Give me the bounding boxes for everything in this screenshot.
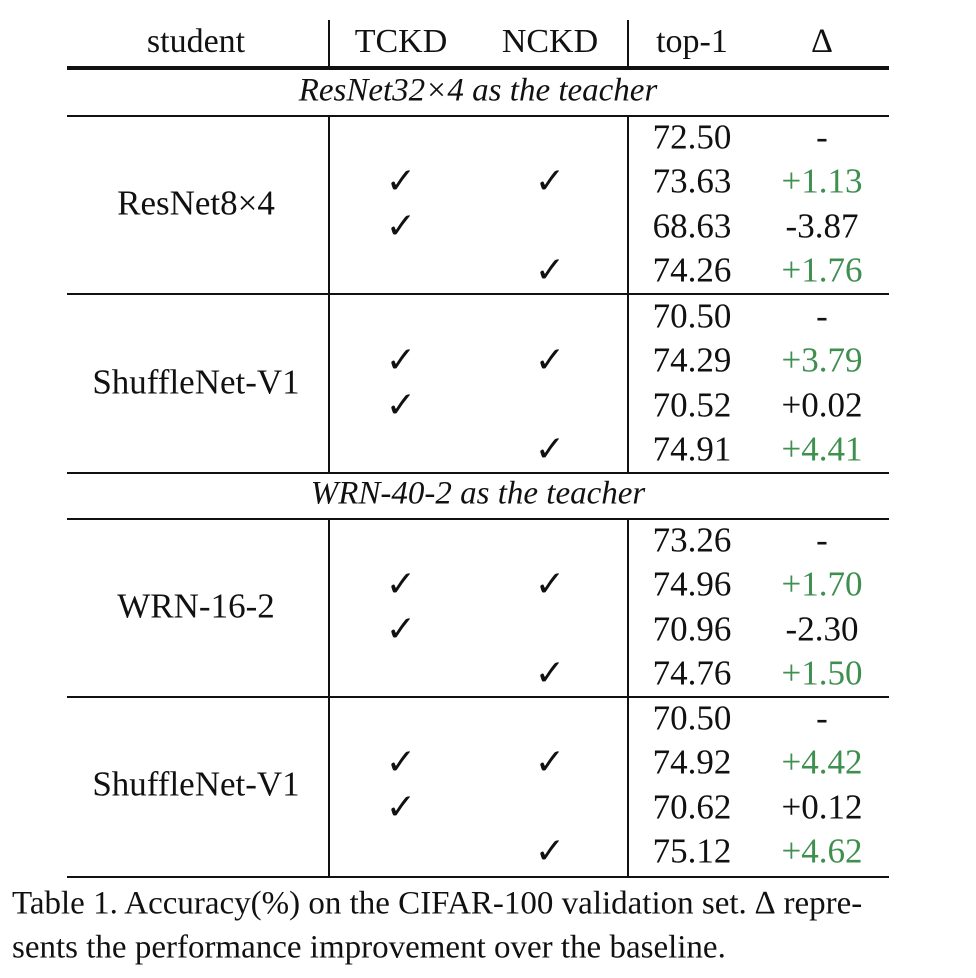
student-name: ShuffleNet-V1 xyxy=(92,362,300,402)
delta-cell: - xyxy=(816,296,828,336)
delta-cell: -2.30 xyxy=(785,609,859,649)
column-header-student: student xyxy=(146,23,246,60)
student-name: ResNet8×4 xyxy=(117,183,275,223)
tckd-checkmark: ✓ xyxy=(385,786,417,827)
column-divider xyxy=(627,293,629,472)
nckd-checkmark: ✓ xyxy=(534,652,566,693)
delta-cell: +1.13 xyxy=(781,161,863,201)
tckd-checkmark: ✓ xyxy=(385,205,417,246)
table-caption-line1: Table 1. Accuracy(%) on the CIFAR-100 validation set. ∆ repre- xyxy=(12,885,863,922)
top1-accuracy-cell: 68.63 xyxy=(652,206,732,246)
top1-accuracy-cell: 70.96 xyxy=(652,609,732,649)
top1-accuracy-cell: 70.52 xyxy=(652,385,732,425)
section-rule xyxy=(67,518,889,520)
column-header-tckd: TCKD xyxy=(354,23,448,60)
nckd-checkmark: ✓ xyxy=(534,830,566,871)
column-divider xyxy=(328,115,330,293)
nckd-checkmark: ✓ xyxy=(534,742,566,783)
tckd-checkmark: ✓ xyxy=(385,742,417,783)
delta-cell: +1.70 xyxy=(781,564,863,604)
nckd-checkmark: ✓ xyxy=(534,249,566,290)
delta-cell: +4.42 xyxy=(781,742,863,782)
teacher-section-label: WRN-40-2 as the teacher xyxy=(310,475,646,512)
top1-accuracy-cell: 74.76 xyxy=(652,653,732,693)
tckd-checkmark: ✓ xyxy=(385,564,417,605)
delta-cell: - xyxy=(816,520,828,560)
delta-cell: +3.79 xyxy=(781,340,863,380)
column-divider xyxy=(328,293,330,472)
top1-accuracy-cell: 70.50 xyxy=(652,296,732,336)
delta-cell: - xyxy=(816,117,828,157)
column-divider xyxy=(627,115,629,293)
header-thick-rule xyxy=(67,66,889,70)
top1-accuracy-cell: 74.26 xyxy=(652,250,732,290)
column-divider xyxy=(328,518,330,696)
student-name: ShuffleNet-V1 xyxy=(92,764,300,804)
top1-accuracy-cell: 74.91 xyxy=(652,429,732,469)
delta-cell: +4.41 xyxy=(781,429,863,469)
tckd-checkmark: ✓ xyxy=(385,161,417,202)
top1-accuracy-cell: 74.96 xyxy=(652,564,732,604)
header-divider xyxy=(627,20,629,66)
top1-accuracy-cell: 70.62 xyxy=(652,787,732,827)
top1-accuracy-cell: 73.26 xyxy=(652,520,732,560)
delta-cell: - xyxy=(816,698,828,738)
delta-cell: -3.87 xyxy=(785,206,859,246)
column-divider xyxy=(627,518,629,696)
delta-cell: +0.12 xyxy=(781,787,863,827)
delta-cell: +0.02 xyxy=(781,385,863,425)
student-separator-rule xyxy=(67,293,889,295)
top1-accuracy-cell: 74.29 xyxy=(652,340,732,380)
nckd-checkmark: ✓ xyxy=(534,340,566,381)
tckd-checkmark: ✓ xyxy=(385,340,417,381)
header-divider xyxy=(328,20,330,66)
nckd-checkmark: ✓ xyxy=(534,564,566,605)
top1-accuracy-cell: 74.92 xyxy=(652,742,732,782)
column-divider xyxy=(627,696,629,876)
top1-accuracy-cell: 73.63 xyxy=(652,161,732,201)
tckd-checkmark: ✓ xyxy=(385,608,417,649)
column-divider xyxy=(328,696,330,876)
student-separator-rule xyxy=(67,876,889,878)
teacher-section-label: ResNet32×4 as the teacher xyxy=(298,72,658,109)
delta-cell: +1.50 xyxy=(781,653,863,693)
section-rule xyxy=(67,115,889,117)
column-header-top1: top-1 xyxy=(656,23,728,60)
student-separator-rule xyxy=(67,696,889,698)
delta-cell: +4.62 xyxy=(781,831,863,871)
student-separator-rule xyxy=(67,472,889,474)
delta-cell: +1.76 xyxy=(781,250,863,290)
top1-accuracy-cell: 75.12 xyxy=(652,831,732,871)
top1-accuracy-cell: 70.50 xyxy=(652,698,732,738)
table-caption-line2: sents the performance improvement over the baseline. xyxy=(12,929,726,966)
column-header-delta: ∆ xyxy=(811,23,833,60)
nckd-checkmark: ✓ xyxy=(534,161,566,202)
top1-accuracy-cell: 72.50 xyxy=(652,117,732,157)
student-name: WRN-16-2 xyxy=(117,586,275,626)
tckd-checkmark: ✓ xyxy=(385,384,417,425)
column-header-nckd: NCKD xyxy=(501,23,599,60)
nckd-checkmark: ✓ xyxy=(534,428,566,469)
